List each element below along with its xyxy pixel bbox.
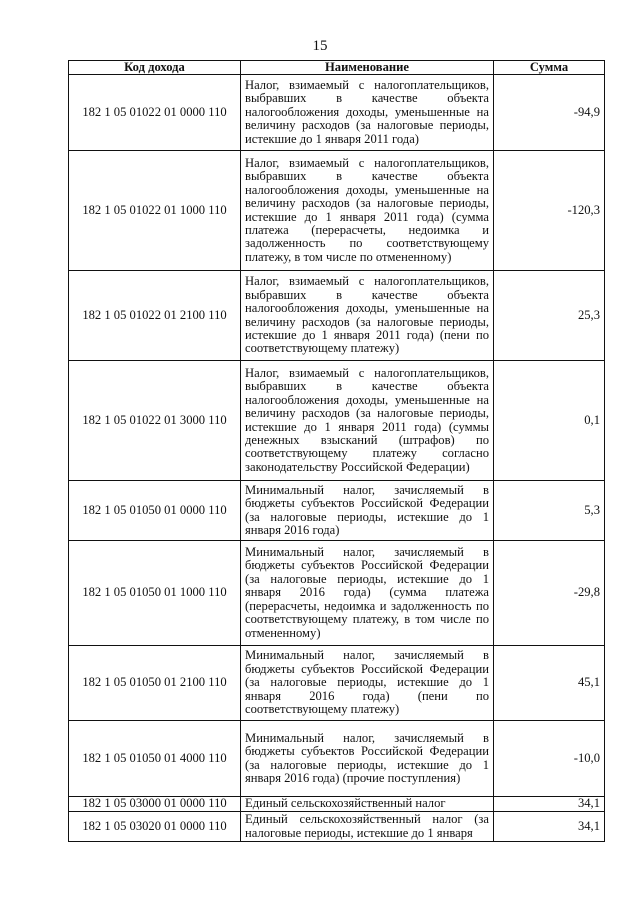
table-row [69,646,605,721]
revenue-sum: -29,8 [494,541,605,646]
revenue-code: 182 1 05 01022 01 0000 110 [69,75,241,151]
header-sum: Сумма [494,61,605,75]
table-row [69,151,605,271]
table-row [69,541,605,646]
revenue-code: 182 1 05 01022 01 3000 110 [69,361,241,481]
table-header-row [69,61,605,75]
revenue-code: 182 1 05 01022 01 1000 110 [69,151,241,271]
page-number: 15 [312,38,328,54]
table-row [69,721,605,797]
revenue-name: Налог, взимаемый с налогоплательщиков, выбравших в качестве объекта налогообложения доходы, уменьшенные на величину расходов (за налоговые периоды, истекшие до 1 января 2011 года) [241,75,494,151]
revenue-code: 182 1 05 03020 01 0000 110 [69,812,241,842]
table-row [69,75,605,151]
revenue-name: Налог, взимаемый с налогоплательщиков, выбравших в качестве объекта налогообложения доходы, уменьшенные на величину расходов (за налоговые периоды, истекшие до 1 января 2011 года) (сумма платежа (перерасчеты, недоимка и задолженность по соответствующему платежу, в том числе по отмененному) [241,151,494,271]
header-code: Код дохода [69,61,241,75]
revenue-sum: -10,0 [494,721,605,797]
table-row [69,481,605,541]
revenue-sum: 34,1 [494,797,605,812]
revenue-sum: -94,9 [494,75,605,151]
revenue-code: 182 1 05 01050 01 4000 110 [69,721,241,797]
revenue-sum: 45,1 [494,646,605,721]
table-row [69,271,605,361]
revenue-sum: 5,3 [494,481,605,541]
revenue-name: Налог, взимаемый с налогоплательщиков, выбравших в качестве объекта налогообложения доходы, уменьшенные на величину расходов (за налоговые периоды, истекшие до 1 января 2011 года) (пени по соответствующему платежу) [241,271,494,361]
revenue-name: Минимальный налог, зачисляемый в бюджеты субъектов Российской Федерации (за налоговые периоды, истекшие до 1 января 2016 года) (пени по соответствующему платежу) [241,646,494,721]
revenue-name: Минимальный налог, зачисляемый в бюджеты субъектов Российской Федерации (за налоговые периоды, истекшие до 1 января 2016 года) (сумма платежа (перерасчеты, недоимка и задолженность по соответствующему платежу, в том числе по отмененному) [241,541,494,646]
revenue-name: Минимальный налог, зачисляемый в бюджеты субъектов Российской Федерации (за налоговые периоды, истекшие до 1 января 2016 года) (прочие поступления) [241,721,494,797]
revenue-code: 182 1 05 01050 01 0000 110 [69,481,241,541]
revenue-name: Налог, взимаемый с налогоплательщиков, выбравших в качестве объекта налогообложения доходы, уменьшенные на величину расходов (за налоговые периоды, истекшие до 1 января 2011 года) (суммы денежных взысканий (штрафов) по соответствующему платежу согласно законодательству Российской Федерации) [241,361,494,481]
table-row [69,797,605,812]
revenue-code: 182 1 05 01050 01 1000 110 [69,541,241,646]
table-row [69,361,605,481]
revenue-name: Единый сельскохозяйственный налог [241,797,494,812]
revenue-sum: 0,1 [494,361,605,481]
revenue-sum: 34,1 [494,812,605,842]
revenue-name: Минимальный налог, зачисляемый в бюджеты субъектов Российской Федерации (за налоговые периоды, истекшие до 1 января 2016 года) [241,481,494,541]
revenue-table [68,60,605,842]
revenue-sum: 25,3 [494,271,605,361]
table-row [69,812,605,842]
revenue-code: 182 1 05 01022 01 2100 110 [69,271,241,361]
revenue-name: Единый сельскохозяйственный налог (за налоговые периоды, истекшие до 1 января [241,812,494,842]
revenue-code: 182 1 05 01050 01 2100 110 [69,646,241,721]
revenue-sum: -120,3 [494,151,605,271]
header-name: Наименование [241,61,494,75]
revenue-code: 182 1 05 03000 01 0000 110 [69,797,241,812]
